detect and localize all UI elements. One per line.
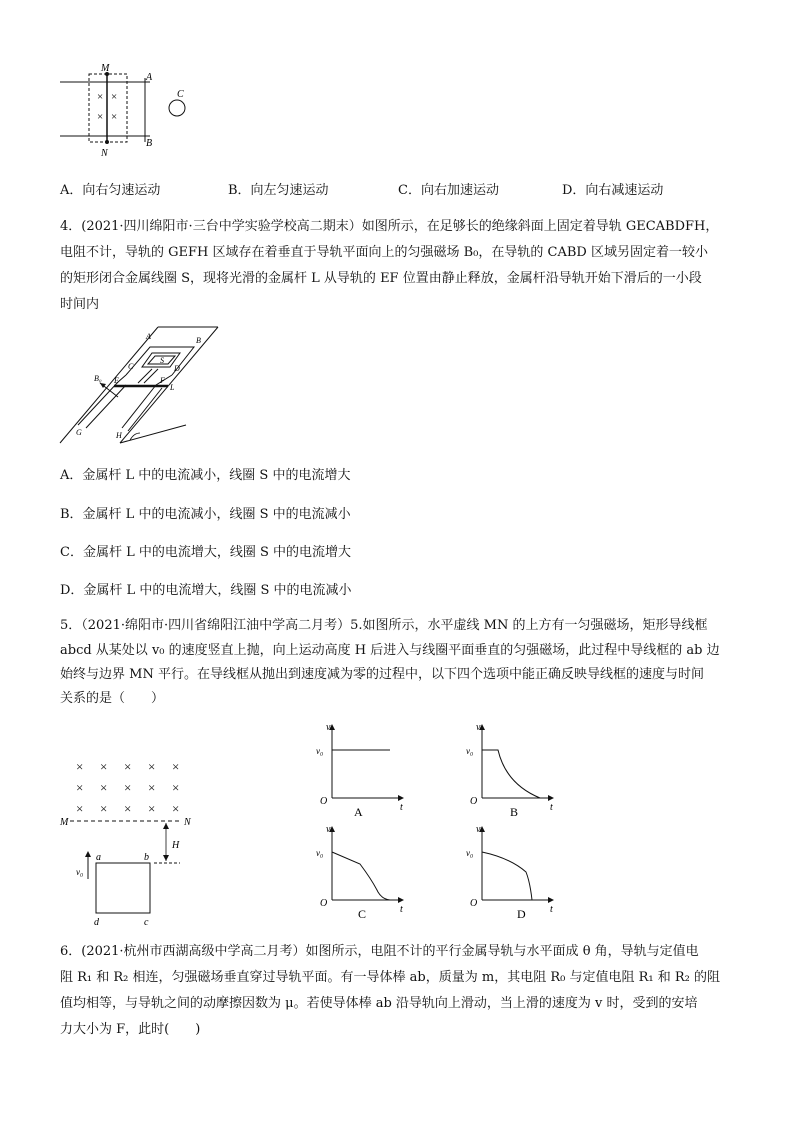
q4-incline-figure: [56, 325, 226, 450]
q5-field-figure: [58, 755, 208, 930]
q5-graph-b-t: t: [550, 802, 553, 813]
svg-text:×: ×: [100, 801, 108, 816]
q6-stem-line-4: 力大小为 F，此时( ): [60, 1022, 201, 1037]
q5-graph-b-o: O: [470, 796, 478, 807]
q5-label-c: c: [144, 917, 149, 928]
q5-label-b: b: [144, 852, 149, 863]
svg-text:×: ×: [111, 111, 118, 123]
q3-option-a: A．向右匀速运动: [60, 183, 161, 198]
q4-label-c: C: [128, 362, 134, 371]
svg-text:×: ×: [111, 91, 118, 103]
q5-graph-a: [310, 720, 410, 820]
q4-option-d: D．金属杆 L 中的电流增大，线圈 S 中的电流减小: [60, 583, 352, 598]
svg-text:×: ×: [76, 759, 84, 774]
svg-text:×: ×: [76, 801, 84, 816]
q4-label-l: L: [170, 383, 175, 392]
svg-text:×: ×: [172, 780, 180, 795]
q4-label-h: H: [116, 431, 122, 440]
q5-label-n: N: [184, 817, 191, 828]
svg-text:×: ×: [148, 780, 156, 795]
q3-label-m: M: [101, 63, 110, 74]
q3-option-c: C．向右加速运动: [398, 183, 499, 198]
q5-graph-c-t: t: [400, 904, 403, 915]
q3-label-b: B: [146, 138, 153, 149]
q3-label-c: C: [177, 89, 184, 100]
q3-label-a: A: [146, 72, 153, 83]
q5-graph-d-v: v: [476, 824, 481, 835]
q5-graph-d: [460, 822, 560, 922]
q5-graph-d-v0: v₀: [466, 848, 474, 858]
q5-graph-d-t: t: [550, 904, 553, 915]
svg-text:×: ×: [148, 801, 156, 816]
q5-graph-a-v: v: [326, 722, 331, 733]
q5-graph-c-curve: [332, 852, 390, 900]
q5-graph-b-label: B: [510, 805, 519, 819]
svg-text:×: ×: [172, 759, 180, 774]
svg-text:×: ×: [148, 759, 156, 774]
q5-graph-c: [310, 822, 410, 922]
svg-text:×: ×: [124, 759, 132, 774]
q4-label-a: A: [146, 332, 151, 341]
svg-text:×: ×: [124, 801, 132, 816]
q5-graph-d-label: D: [517, 907, 526, 921]
svg-text:×: ×: [100, 780, 108, 795]
q5-graph-b-v0: v₀: [466, 746, 474, 756]
q5-graph-b: [460, 720, 560, 820]
q5-stem-line-3: 始终与边界 MN 平行。在导线框从抛出到速度减为零的过程中，以下四个选项中能正确反映导线框的速度与时间: [60, 667, 704, 682]
q5-label-d: d: [94, 917, 99, 928]
q5-graph-c-v: v: [326, 824, 331, 835]
q5-graph-b-v: v: [476, 722, 481, 733]
q4-label-s: S: [160, 356, 164, 365]
q6-stem-line-3: 值均相等，与导轨之间的动摩擦因数为 μ。若使导体棒 ab 沿导轨向上滑动，当上滑的速度为 v 时，受到的安培: [60, 996, 698, 1011]
q5-graph-a-label: A: [354, 805, 363, 819]
q3-option-d: D．向右减速运动: [562, 183, 664, 198]
q5-label-a: a: [96, 852, 101, 863]
q4-label-b0: B₀: [94, 374, 102, 383]
q3-figure: [55, 60, 205, 160]
svg-text:×: ×: [172, 801, 180, 816]
q5-graph-d-o: O: [470, 898, 478, 909]
q5-graph-c-o: O: [320, 898, 328, 909]
q4-label-b: B: [196, 336, 201, 345]
q4-option-a: A．金属杆 L 中的电流减小，线圈 S 中的电流增大: [60, 468, 351, 483]
svg-text:×: ×: [76, 780, 84, 795]
q5-label-m: M: [60, 817, 69, 828]
q5-label-h: H: [172, 840, 180, 851]
q3-option-b: B．向左匀速运动: [228, 183, 329, 198]
q5-graph-a-t: t: [400, 802, 403, 813]
svg-text:×: ×: [97, 91, 104, 103]
q4-label-e: E: [114, 376, 119, 385]
svg-text:×: ×: [97, 111, 104, 123]
q5-graph-d-curve: [482, 852, 532, 900]
q5-stem-line-1: 5．（2021·绵阳市·四川省绵阳江油中学高二月考）5.如图所示，水平虚线 MN 的上方有一匀强磁场，矩形导线框: [60, 618, 708, 633]
q5-graph-a-v0: v₀: [316, 746, 324, 756]
svg-text:×: ×: [100, 759, 108, 774]
q6-stem-line-2: 阻 R₁ 和 R₂ 相连，匀强磁场垂直穿过导轨平面。有一导体棒 ab，质量为 m，其电阻 R₀ 与定值电阻 R₁ 和 R₂ 的阻: [60, 970, 720, 985]
q5-label-v0: v₀: [76, 867, 84, 877]
q6-stem-line-1: 6．(2021·杭州市西湖高级中学高二月考）如图所示，电阻不计的平行金属导轨与水平面成 θ 角，导轨与定值电: [60, 944, 699, 959]
q4-label-d: D: [174, 364, 180, 373]
q5-graph-c-label: C: [358, 907, 367, 921]
q5-stem-line-2: abcd 从某处以 v₀ 的速度竖直上抛，向上运动高度 H 后进入与线圈平面垂直的匀强磁场，此过程中导线框的 ab 边: [60, 643, 720, 658]
q5-graph-c-v0: v₀: [316, 848, 324, 858]
q5-graph-a-o: O: [320, 796, 328, 807]
q5-graph-b-curve: [482, 750, 540, 798]
q4-option-b: B．金属杆 L 中的电流减小，线圈 S 中的电流减小: [60, 507, 351, 522]
q5-stem-line-4: 关系的是（ ）: [60, 691, 165, 706]
svg-text:×: ×: [124, 780, 132, 795]
q4-stem-line-4: 时间内: [60, 297, 100, 312]
q4-stem-line-3: 的矩形闭合金属线圈 S，现将光滑的金属杆 L 从导轨的 EF 位置由静止释放，金属杆沿导轨开始下滑后的一小段: [60, 271, 702, 286]
q3-label-n: N: [101, 148, 108, 159]
q4-label-f: F: [160, 376, 165, 385]
q4-option-c: C．金属杆 L 中的电流增大，线圈 S 中的电流增大: [60, 545, 352, 560]
q4-stem-line-2: 电阻不计，导轨的 GEFH 区域存在着垂直于导轨平面向上的匀强磁场 B₀，在导轨的 CABD 区域另固定着一较小: [60, 245, 708, 260]
q4-stem-line-1: 4．(2021·四川绵阳市·三台中学实验学校高二期末）如图所示，在足够长的绝缘斜面上固定着导轨 GECABDFH，: [60, 219, 719, 234]
q4-label-g: G: [76, 428, 82, 437]
